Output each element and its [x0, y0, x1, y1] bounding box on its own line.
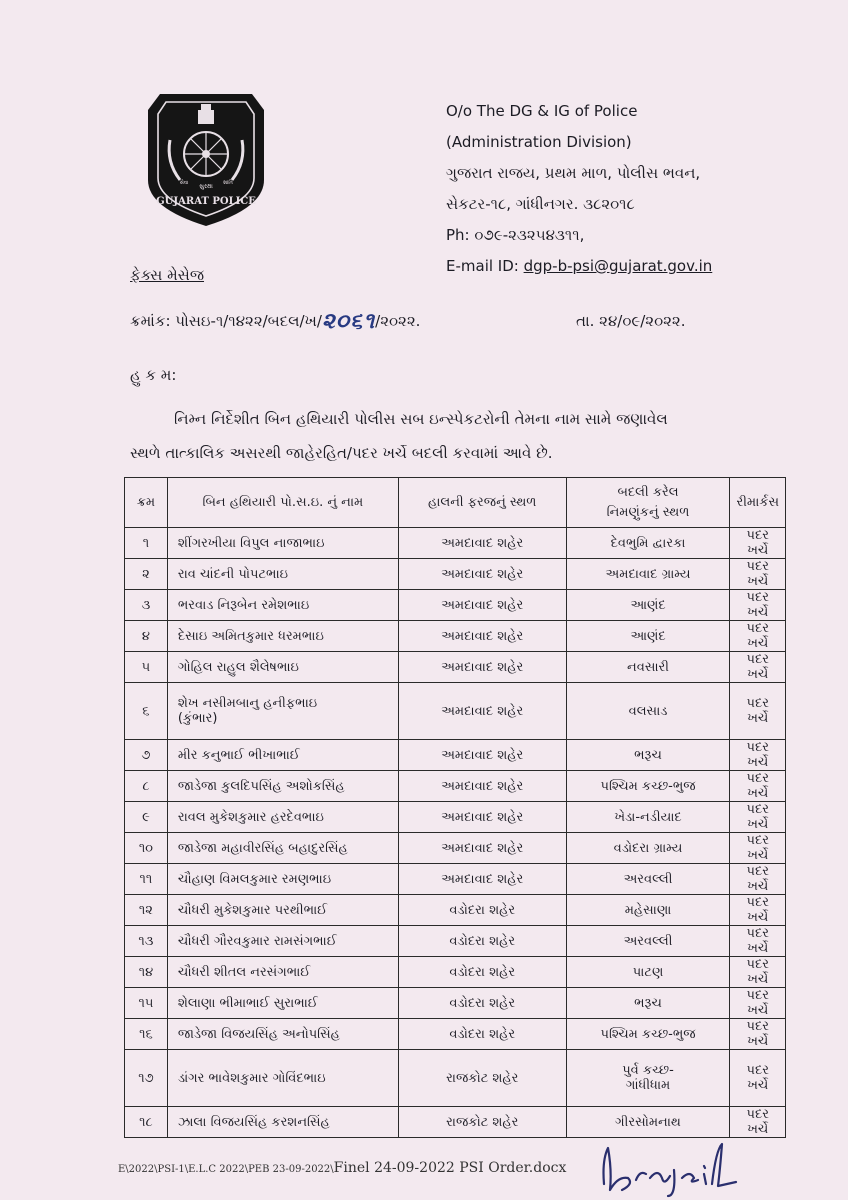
row-posting-place: અમદાવાદ ગ્રામ્ય — [566, 559, 730, 590]
row-name: ચૌહાણ વિમલકુમાર રમણભાઇ — [167, 864, 398, 895]
row-name: જાડેજા કુલદિપસિંહ અશોકસિંહ — [167, 771, 398, 802]
row-remarks: પદર ખર્ચે — [730, 802, 786, 833]
row-current-place: રાજકોટ શહેર — [398, 1107, 566, 1138]
row-posting-place: ભરૂચ — [566, 740, 730, 771]
table-row — [125, 957, 786, 988]
row-remarks: પદર ખર્ચે — [730, 988, 786, 1019]
office-name: O/o The DG & IG of Police — [446, 102, 638, 120]
order-heading: હુ ક મ: — [130, 366, 177, 384]
svg-text:શાંતિ: શાંતિ — [223, 180, 233, 186]
row-remarks: પદર ખર્ચે — [730, 528, 786, 559]
fax-title: ફેક્સ મેસેજ — [130, 266, 205, 284]
row-remarks: પદર ખર્ચે — [730, 957, 786, 988]
table-row — [125, 559, 786, 590]
row-current-place: રાજકોટ શહેર — [398, 1050, 566, 1107]
row-sr: ૧૮ — [125, 1107, 168, 1138]
row-remarks: પદર ખર્ચે — [730, 1107, 786, 1138]
row-current-place: અમદાવાદ શહેર — [398, 683, 566, 740]
row-current-place: અમદાવાદ શહેર — [398, 802, 566, 833]
row-posting-place: નવસારી — [566, 652, 730, 683]
handwritten-number: ૨૦૬૧ — [321, 308, 376, 334]
row-sr: ૧૨ — [125, 895, 168, 926]
row-posting-place: આણંદ — [566, 621, 730, 652]
row-name: ભરવાડ નિરૂબેન રમેશભાઇ — [167, 590, 398, 621]
row-name: જાડેજા મહાવીરસિંહ બહાદુરસિંહ — [167, 833, 398, 864]
table-row — [125, 1019, 786, 1050]
row-sr: ૬ — [125, 683, 168, 740]
row-remarks: પદર ખર્ચે — [730, 559, 786, 590]
row-current-place: વડોદરા શહેર — [398, 926, 566, 957]
row-current-place: અમદાવાદ શહેર — [398, 740, 566, 771]
row-posting-place: અરવલ્લી — [566, 864, 730, 895]
row-sr: ૫ — [125, 652, 168, 683]
table-row — [125, 864, 786, 895]
svg-text:સેવા: સેવા — [179, 180, 189, 186]
order-body: નિમ્ન નિર્દેશીત બિન હથિયારી પોલીસ સબ ઇન્સ્પેકટરોની તેમના નામ સામે જણાવેલ સ્થળે તાત્કાલિક અસરથી જાહેરહિત/પદર ખર્ચે બદલી કરવામાં આવે છે. — [130, 410, 668, 462]
row-sr: ૧૫ — [125, 988, 168, 1019]
row-current-place: અમદાવાદ શહેર — [398, 771, 566, 802]
row-current-place: અમદાવાદ શહેર — [398, 864, 566, 895]
row-current-place: અમદાવાદ શહેર — [398, 621, 566, 652]
header-posting: બદલી કરેલ નિમણુંકનું સ્થળ — [566, 478, 730, 528]
row-remarks: પદર ખર્ચે — [730, 683, 786, 740]
emblem-text: GUJARAT POLICE — [156, 196, 256, 207]
table-row — [125, 740, 786, 771]
row-remarks: પદર ખર્ચે — [730, 1019, 786, 1050]
phone-number: Ph: ૦૭૯-૨૩૨૫૪૩૧૧, — [446, 226, 585, 244]
order-date: તા. ૨૪/૦૯/૨૦૨૨. — [576, 312, 686, 330]
table-row — [125, 683, 786, 740]
row-posting-place: અરવલ્લી — [566, 926, 730, 957]
row-remarks: પદર ખર્ચે — [730, 652, 786, 683]
row-remarks: પદર ખર્ચે — [730, 895, 786, 926]
row-current-place: અમદાવાદ શહેર — [398, 559, 566, 590]
row-current-place: વડોદરા શહેર — [398, 957, 566, 988]
row-sr: ૧૪ — [125, 957, 168, 988]
row-name: ગોહિલ રાહુલ શૈલેષભાઇ — [167, 652, 398, 683]
row-current-place: અમદાવાદ શહેર — [398, 528, 566, 559]
row-remarks: પદર ખર્ચે — [730, 1050, 786, 1107]
row-posting-place: પુર્વ કચ્છ- ગાંધીધામ — [566, 1050, 730, 1107]
row-name: શેખ નસીમબાનુ હનીફભાઇ (કુંભાર) — [167, 683, 398, 740]
table-row — [125, 528, 786, 559]
table-row — [125, 988, 786, 1019]
header-remarks: રીમાર્કસ — [730, 478, 786, 528]
row-name: ડાંગર ભાવેશકુમાર ગોવિંદભાઇ — [167, 1050, 398, 1107]
row-posting-place: પશ્ચિમ કચ્છ-ભુજ — [566, 1019, 730, 1050]
table-row — [125, 771, 786, 802]
row-posting-place: પશ્ચિમ કચ્છ-ભુજ — [566, 771, 730, 802]
row-name: ચૌધરી મુકેશકુમાર પરથીભાઈ — [167, 895, 398, 926]
row-posting-place: પાટણ — [566, 957, 730, 988]
transfer-table — [124, 477, 786, 1138]
table-row — [125, 895, 786, 926]
row-posting-place: વલસાડ — [566, 683, 730, 740]
row-remarks: પદર ખર્ચે — [730, 740, 786, 771]
row-name: ચૌધરી શીતલ નરસંગભાઈ — [167, 957, 398, 988]
table-row — [125, 926, 786, 957]
row-sr: ૮ — [125, 771, 168, 802]
table-row — [125, 1107, 786, 1138]
row-current-place: અમદાવાદ શહેર — [398, 590, 566, 621]
row-name: મીર કનુભાઈ ભીખાભાઈ — [167, 740, 398, 771]
row-sr: ૧૭ — [125, 1050, 168, 1107]
reference-number: ક્રમાંક: પોસઇ-૧/૧૪૨૨/બદલ/ખ/૨૦૬૧/૨૦૨૨. — [130, 308, 421, 334]
email-link[interactable]: dgp-b-psi@gujarat.gov.in — [523, 257, 713, 275]
row-posting-place: દેવભુમિ દ્વારકા — [566, 528, 730, 559]
row-remarks: પદર ખર્ચે — [730, 590, 786, 621]
row-remarks: પદર ખર્ચે — [730, 864, 786, 895]
row-posting-place: ભરૂચ — [566, 988, 730, 1019]
table-row — [125, 833, 786, 864]
row-posting-place: ખેડા-નડીયાદ — [566, 802, 730, 833]
row-remarks: પદર ખર્ચે — [730, 926, 786, 957]
row-sr: ૧૩ — [125, 926, 168, 957]
row-name: ઝાલા વિજયસિંહ કરશનસિંહ — [167, 1107, 398, 1138]
row-current-place: વડોદરા શહેર — [398, 988, 566, 1019]
emblem-motto: સુરક્ષા — [199, 183, 213, 190]
row-sr: ૧૦ — [125, 833, 168, 864]
row-sr: ૩ — [125, 590, 168, 621]
row-name: શીંગરખીયા વિપુલ નાજાભાઇ — [167, 528, 398, 559]
table-row — [125, 590, 786, 621]
row-sr: ૧ — [125, 528, 168, 559]
row-name: શેલાણા ભીમાભાઈ સુરાભાઈ — [167, 988, 398, 1019]
header-name: બિન હથિયારી પો.સ.ઇ. નું નામ — [167, 478, 398, 528]
signature — [598, 1140, 748, 1198]
header-sr: ક્રમ — [125, 478, 168, 528]
row-posting-place: ગીરસોમનાથ — [566, 1107, 730, 1138]
table-header-row — [125, 478, 786, 528]
file-path: E\2022\PSI-1\E.L.C 2022\PEB 23-09-2022\Finel 24-09-2022 PSI Order.docx — [118, 1160, 567, 1176]
row-sr: ૯ — [125, 802, 168, 833]
row-sr: ૨ — [125, 559, 168, 590]
row-current-place: વડોદરા શહેર — [398, 895, 566, 926]
row-name: રાવલ મુકેશકુમાર હરદેવભાઇ — [167, 802, 398, 833]
row-posting-place: મહેસાણા — [566, 895, 730, 926]
row-sr: ૧૧ — [125, 864, 168, 895]
row-name: જાડેજા વિજયસિંહ અનોપસિંહ — [167, 1019, 398, 1050]
table-row — [125, 621, 786, 652]
row-sr: ૧૬ — [125, 1019, 168, 1050]
gujarat-police-emblem-icon — [140, 80, 272, 230]
header-current: હાલની ફરજનું સ્થળ — [398, 478, 566, 528]
row-posting-place: આણંદ — [566, 590, 730, 621]
row-name: દેસાઇ અમિતકુમાર ધરમભાઇ — [167, 621, 398, 652]
address-line-2: સેકટર-૧૮, ગાંધીનગર. ૩૮૨૦૧૮ — [446, 195, 635, 213]
table-row — [125, 652, 786, 683]
row-posting-place: વડોદરા ગ્રામ્ય — [566, 833, 730, 864]
address-line-1: ગુજરાત રાજય, પ્રથમ માળ, પોલીસ ભવન, — [446, 164, 701, 182]
row-remarks: પદર ખર્ચે — [730, 771, 786, 802]
row-current-place: અમદાવાદ શહેર — [398, 833, 566, 864]
email-line: E-mail ID: dgp-b-psi@gujarat.gov.in — [446, 257, 713, 275]
office-address — [446, 96, 836, 282]
row-current-place: વડોદરા શહેર — [398, 1019, 566, 1050]
row-sr: ૪ — [125, 621, 168, 652]
row-remarks: પદર ખર્ચે — [730, 621, 786, 652]
row-remarks: પદર ખર્ચે — [730, 833, 786, 864]
row-name: ચૌધરી ગૌરવકુમાર રામસંગભાઈ — [167, 926, 398, 957]
table-row — [125, 802, 786, 833]
row-sr: ૭ — [125, 740, 168, 771]
row-current-place: અમદાવાદ શહેર — [398, 652, 566, 683]
table-row — [125, 1050, 786, 1107]
row-name: રાવ ચાંદની પોપટભાઇ — [167, 559, 398, 590]
division-name: (Administration Division) — [446, 133, 632, 151]
